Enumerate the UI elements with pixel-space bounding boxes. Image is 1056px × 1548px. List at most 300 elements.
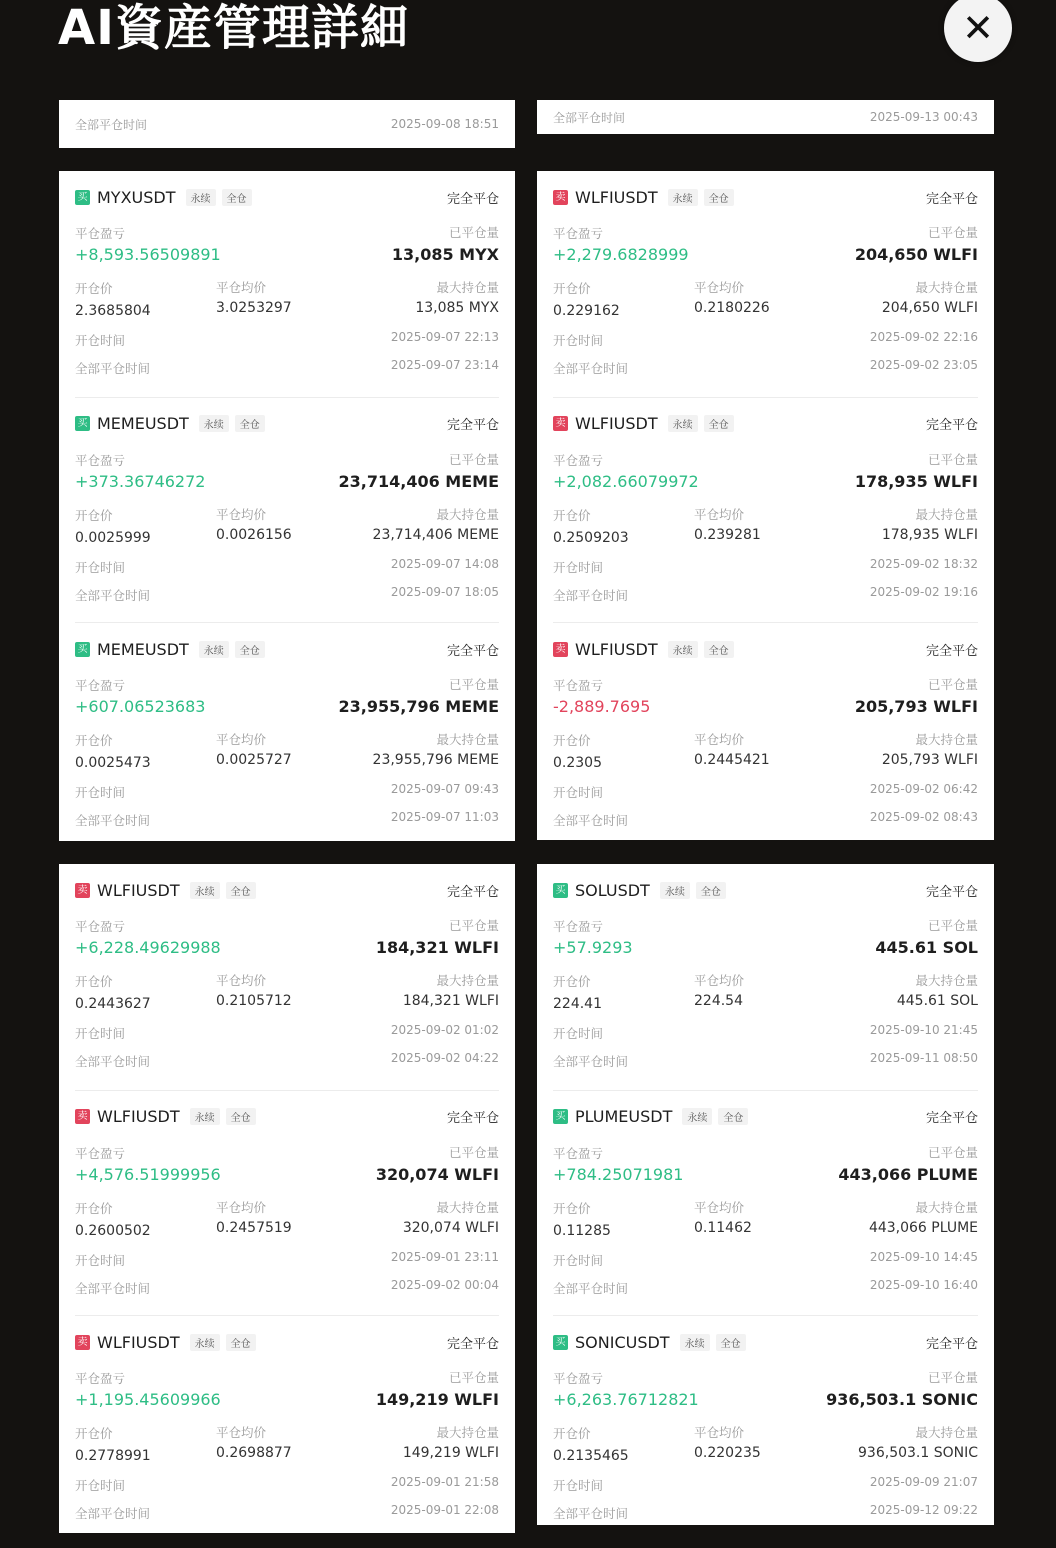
max-hold-label: 最大持仓量: [436, 280, 499, 295]
open-time-row: [75, 1250, 499, 1269]
status-label: 完全平仓: [925, 884, 978, 900]
symbol: MYXUSDT: [97, 187, 176, 207]
open-price-label: 开仓价: [75, 281, 113, 296]
price-label-row: [75, 1423, 499, 1442]
close-time-row: [75, 1503, 499, 1522]
perpetual-tag: 永续: [186, 189, 216, 206]
full-close-time-label: 全部平仓时间: [75, 1054, 151, 1069]
max-hold-value: 149,219 WLFI: [402, 1445, 499, 1461]
close-time-row: [75, 1051, 499, 1070]
cross-margin-tag: 全仓: [222, 189, 252, 206]
status-label: 完全平仓: [446, 191, 499, 207]
trade-header: [553, 414, 978, 434]
price-value-row: [553, 527, 978, 546]
full-close-time-label: 全部平仓时间: [75, 813, 151, 828]
max-hold-value: 184,321 WLFI: [402, 993, 499, 1009]
cross-margin-tag: 全仓: [235, 415, 265, 432]
pnl-value-row: [553, 245, 978, 264]
full-close-time-value: 2025-09-13 00:43: [869, 110, 978, 124]
open-time-label: 开仓时间: [553, 1026, 604, 1041]
open-time-value: 2025-09-07 14:08: [390, 556, 499, 571]
status-label: 完全平仓: [446, 884, 499, 900]
max-hold-value: 204,650 WLFI: [881, 300, 978, 316]
pnl-value: +2,279.6828999: [553, 245, 689, 264]
open-price-value: 0.2778991: [75, 1448, 151, 1464]
open-price-label: 开仓价: [553, 507, 591, 523]
trade-card[interactable]: [75, 622, 499, 847]
full-close-time-value: 2025-09-07 18:05: [390, 584, 499, 599]
open-time-value: 2025-09-01 21:58: [390, 1475, 499, 1489]
full-close-time-value: 2025-09-08 18:51: [390, 117, 499, 131]
max-hold-label: 最大持仓量: [436, 1199, 499, 1215]
close-button[interactable]: [944, 0, 1012, 62]
closed-qty-label: 已平仓量: [448, 1144, 499, 1160]
closed-qty-label: 已平仓量: [927, 451, 978, 467]
pnl-label: 平仓盈亏: [75, 1371, 126, 1386]
pnl-value-row: [553, 1165, 978, 1184]
open-time-value: 2025-09-10 21:45: [869, 1023, 978, 1037]
max-hold-label: 最大持仓量: [436, 732, 499, 747]
closed-qty-label: 已平仓量: [448, 677, 499, 692]
max-hold-value: 320,074 WLFI: [402, 1219, 499, 1236]
pnl-value-row: [553, 938, 978, 957]
close-time-row: [553, 1051, 978, 1070]
closed-qty-value: 320,074 WLFI: [375, 1164, 499, 1184]
trade-header: [553, 639, 978, 659]
price-label-row: [75, 971, 499, 990]
pnl-value: +6,228.49629988: [75, 938, 221, 957]
avg-close-value: 0.2457519: [216, 1219, 292, 1236]
open-time-row: [75, 782, 499, 801]
price-value-row: [553, 1445, 978, 1464]
max-hold-label: 最大持仓量: [915, 1199, 978, 1215]
cross-margin-tag: 全仓: [704, 189, 734, 206]
closed-qty-value: 936,503.1 SONIC: [826, 1390, 978, 1409]
pnl-value: +4,576.51999956: [75, 1164, 221, 1184]
full-close-time-value: 2025-09-07 11:03: [390, 810, 499, 824]
closed-qty-value: 205,793 WLFI: [854, 697, 978, 716]
buy-badge-icon: 买: [75, 642, 90, 657]
symbol: WLFIUSDT: [97, 1332, 180, 1352]
cross-margin-tag: 全仓: [704, 641, 734, 658]
symbol: MEMEUSDT: [97, 639, 189, 659]
pnl-label-row: [553, 675, 978, 694]
trade-card[interactable]: [553, 171, 978, 396]
max-hold-value: 445.61 SOL: [896, 993, 978, 1009]
open-price-value: 0.11285: [553, 1222, 611, 1239]
close-time-row: [553, 810, 978, 829]
price-value-row: [75, 300, 499, 319]
open-price-label: 开仓价: [553, 1426, 591, 1441]
pnl-value-row: [553, 697, 978, 716]
full-close-time-label: 全部平仓时间: [553, 1280, 629, 1296]
close-time-row: [75, 810, 499, 829]
cross-margin-tag: 全仓: [226, 1334, 256, 1351]
open-time-label: 开仓时间: [553, 785, 604, 800]
open-time-value: 2025-09-02 22:16: [869, 330, 978, 344]
pnl-label-row: [553, 450, 978, 469]
pnl-value-row: [75, 1165, 499, 1184]
open-price-value: 224.41: [553, 996, 602, 1012]
open-time-value: 2025-09-02 18:32: [869, 556, 978, 571]
perpetual-tag: 永续: [668, 189, 698, 206]
open-time-value: 2025-09-10 14:45: [869, 1249, 978, 1264]
price-label-row: [553, 1423, 978, 1442]
price-value-row: [75, 1445, 499, 1464]
open-time-label: 开仓时间: [75, 559, 126, 575]
pnl-label: 平仓盈亏: [553, 452, 604, 468]
pnl-label: 平仓盈亏: [75, 919, 126, 934]
open-price-value: 0.2305: [553, 755, 602, 771]
cross-margin-tag: 全仓: [226, 882, 256, 899]
full-close-time-value: 2025-09-12 09:22: [869, 1503, 978, 1517]
buy-badge-icon: 买: [75, 190, 90, 205]
open-price-label: 开仓价: [553, 1200, 591, 1216]
open-time-value: 2025-09-07 22:13: [390, 330, 499, 344]
price-label-row: [553, 730, 978, 749]
max-hold-label: 最大持仓量: [436, 1425, 499, 1440]
open-price-value: 0.2135465: [553, 1448, 629, 1464]
symbol: SONICUSDT: [575, 1332, 670, 1352]
price-value-row: [75, 527, 499, 546]
trade-card[interactable]: [75, 864, 499, 1089]
open-time-row: [553, 1250, 978, 1269]
full-close-time-value: 2025-09-07 23:14: [390, 358, 499, 372]
avg-close-label: 平仓均价: [216, 732, 267, 747]
pnl-value-row: [75, 245, 499, 264]
open-time-row: [553, 557, 978, 576]
full-close-time-label: 全部平仓时间: [75, 1280, 151, 1296]
pnl-value-row: [75, 1390, 499, 1409]
max-hold-label: 最大持仓量: [915, 506, 978, 522]
perpetual-tag: 永续: [190, 1108, 220, 1125]
cross-margin-tag: 全仓: [704, 415, 734, 432]
full-close-time-label: 全部平仓时间: [553, 110, 626, 125]
avg-close-label: 平仓均价: [694, 506, 745, 522]
max-hold-label: 最大持仓量: [915, 1425, 978, 1440]
trade-card[interactable]: [75, 1315, 499, 1540]
max-hold-value: 23,714,406 MEME: [372, 526, 499, 543]
open-price-value: 0.2600502: [75, 1222, 151, 1239]
trade-card[interactable]: [75, 397, 499, 622]
trade-header: [553, 1332, 978, 1352]
open-time-label: 开仓时间: [553, 559, 604, 575]
max-hold-value: 936,503.1 SONIC: [858, 1445, 978, 1461]
open-time-row: [553, 330, 978, 349]
status-label: 完全平仓: [925, 643, 978, 659]
open-price-label: 开仓价: [553, 733, 591, 748]
close-icon: ✕: [962, 6, 994, 50]
sell-badge-icon: 卖: [75, 883, 90, 898]
buy-badge-icon: 买: [553, 1109, 568, 1124]
open-price-value: 2.3685804: [75, 303, 151, 319]
perpetual-tag: 永续: [190, 882, 220, 899]
open-time-row: [553, 782, 978, 801]
open-time-row: [75, 330, 499, 349]
pnl-label: 平仓盈亏: [553, 919, 604, 934]
trade-header: [75, 1332, 499, 1352]
pnl-label-row: [553, 223, 978, 242]
max-hold-label: 最大持仓量: [915, 973, 978, 988]
avg-close-label: 平仓均价: [216, 506, 267, 522]
open-price-label: 开仓价: [75, 974, 113, 989]
avg-close-label: 平仓均价: [694, 732, 745, 747]
pnl-value-row: [553, 472, 978, 491]
open-time-row: [553, 1023, 978, 1042]
open-price-value: 0.229162: [553, 303, 620, 319]
close-time-row: [553, 1503, 978, 1522]
close-time-row: [553, 585, 978, 604]
full-close-time-value: 2025-09-11 08:50: [869, 1051, 978, 1065]
max-hold-label: 最大持仓量: [436, 506, 499, 522]
max-hold-value: 205,793 WLFI: [881, 752, 978, 768]
closed-qty-value: 184,321 WLFI: [375, 938, 499, 957]
full-close-time-label: 全部平仓时间: [553, 587, 629, 603]
trade-header: [75, 880, 499, 900]
close-time-row: [75, 358, 499, 377]
avg-close-label: 平仓均价: [216, 1425, 267, 1440]
closed-qty-value: 23,955,796 MEME: [338, 697, 499, 716]
open-time-label: 开仓时间: [75, 333, 126, 348]
status-label: 完全平仓: [446, 1336, 499, 1352]
cross-margin-tag: 全仓: [235, 641, 265, 658]
closed-qty-label: 已平仓量: [927, 1370, 978, 1385]
status-label: 完全平仓: [925, 1336, 978, 1352]
price-value-row: [553, 300, 978, 319]
price-label-row: [553, 278, 978, 297]
pnl-label: 平仓盈亏: [75, 452, 126, 468]
pnl-value-row: [75, 697, 499, 716]
partial-trade-strip: [59, 100, 515, 148]
cross-margin-tag: 全仓: [718, 1108, 748, 1125]
max-hold-label: 最大持仓量: [915, 280, 978, 295]
full-close-time-label: 全部平仓时间: [75, 117, 148, 132]
pnl-label-row: [75, 1143, 499, 1162]
avg-close-label: 平仓均价: [694, 1425, 745, 1440]
trade-header: [75, 639, 499, 659]
closed-qty-label: 已平仓量: [927, 225, 978, 240]
cross-margin-tag: 全仓: [696, 882, 726, 899]
open-time-label: 开仓时间: [553, 1252, 604, 1268]
status-label: 完全平仓: [446, 1111, 499, 1126]
open-price-label: 开仓价: [553, 281, 591, 296]
symbol: WLFIUSDT: [97, 1107, 180, 1126]
price-value-row: [75, 752, 499, 771]
closed-qty-label: 已平仓量: [927, 677, 978, 692]
perpetual-tag: 永续: [199, 641, 229, 658]
trade-card[interactable]: [553, 622, 978, 847]
status-label: 完全平仓: [925, 191, 978, 207]
cross-margin-tag: 全仓: [226, 1108, 256, 1125]
open-time-label: 开仓时间: [75, 785, 126, 800]
perpetual-tag: 永续: [668, 415, 698, 432]
symbol: PLUMEUSDT: [575, 1107, 673, 1126]
avg-close-value: 0.2105712: [216, 993, 292, 1009]
perpetual-tag: 永续: [668, 641, 698, 658]
sell-badge-icon: 卖: [553, 642, 568, 657]
avg-close-value: 0.2180226: [694, 300, 770, 316]
pnl-value: +1,195.45609966: [75, 1390, 221, 1409]
close-time-row: [75, 585, 499, 604]
symbol: WLFIUSDT: [97, 880, 180, 900]
full-close-time-label: 全部平仓时间: [553, 813, 629, 828]
symbol: MEMEUSDT: [97, 414, 189, 433]
price-value-row: [75, 993, 499, 1012]
trade-header: [75, 1107, 499, 1127]
closed-qty-label: 已平仓量: [448, 451, 499, 467]
buy-badge-icon: 买: [75, 416, 90, 431]
pnl-label: 平仓盈亏: [553, 1145, 604, 1161]
pnl-label-row: [75, 916, 499, 935]
trade-header: [75, 187, 499, 207]
perpetual-tag: 永续: [190, 1334, 220, 1351]
pnl-value: +57.9293: [553, 938, 633, 957]
price-value-row: [553, 752, 978, 771]
open-time-value: 2025-09-02 01:02: [390, 1023, 499, 1037]
pnl-value: +2,082.66079972: [553, 471, 699, 491]
full-close-time-label: 全部平仓时间: [553, 1054, 629, 1069]
price-label-row: [75, 505, 499, 524]
trade-card[interactable]: [75, 1090, 499, 1315]
pnl-label-row: [553, 1368, 978, 1387]
symbol: SOLUSDT: [575, 880, 650, 900]
pnl-value-row: [75, 472, 499, 491]
pnl-label-row: [75, 223, 499, 242]
price-label-row: [75, 730, 499, 749]
open-time-value: 2025-09-02 06:42: [869, 782, 978, 796]
open-price-value: 0.0025999: [75, 529, 151, 546]
open-time-label: 开仓时间: [75, 1026, 126, 1041]
full-close-time-label: 全部平仓时间: [75, 361, 151, 376]
closed-qty-value: 178,935 WLFI: [854, 471, 978, 491]
open-price-label: 开仓价: [553, 974, 591, 989]
max-hold-value: 443,066 PLUME: [868, 1219, 978, 1236]
open-time-label: 开仓时间: [553, 1478, 604, 1493]
max-hold-value: 23,955,796 MEME: [372, 752, 499, 768]
open-time-row: [553, 1475, 978, 1494]
pnl-label-row: [75, 675, 499, 694]
trade-header: [553, 880, 978, 900]
full-close-time-label: 全部平仓时间: [553, 1506, 629, 1521]
price-label-row: [75, 1198, 499, 1217]
open-time-row: [75, 557, 499, 576]
trade-header: [75, 414, 499, 434]
pnl-value-row: [553, 1390, 978, 1409]
avg-close-label: 平仓均价: [694, 1199, 745, 1215]
open-time-label: 开仓时间: [75, 1252, 126, 1268]
avg-close-value: 224.54: [694, 993, 743, 1009]
closed-qty-label: 已平仓量: [448, 1370, 499, 1385]
trade-card[interactable]: [553, 397, 978, 622]
pnl-label-row: [553, 916, 978, 935]
perpetual-tag: 永续: [680, 1334, 710, 1351]
open-price-label: 开仓价: [75, 507, 113, 523]
open-time-row: [75, 1475, 499, 1494]
closed-qty-value: 23,714,406 MEME: [338, 471, 499, 491]
status-label: 完全平仓: [446, 418, 499, 433]
avg-close-value: 0.11462: [694, 1219, 752, 1236]
partial-trade-strip: [537, 100, 994, 134]
closed-qty-value: 204,650 WLFI: [854, 245, 978, 264]
perpetual-tag: 永续: [199, 415, 229, 432]
cross-margin-tag: 全仓: [716, 1334, 746, 1351]
price-label-row: [75, 278, 499, 297]
status-label: 完全平仓: [925, 418, 978, 433]
pnl-label: 平仓盈亏: [75, 1145, 126, 1161]
avg-close-value: 0.2698877: [216, 1445, 292, 1461]
perpetual-tag: 永续: [660, 882, 690, 899]
pnl-label: 平仓盈亏: [75, 226, 126, 241]
pnl-value: +607.06523683: [75, 697, 206, 716]
open-time-value: 2025-09-01 23:11: [390, 1249, 499, 1264]
trade-card[interactable]: [75, 171, 499, 396]
closed-qty-value: 149,219 WLFI: [375, 1390, 499, 1409]
open-time-label: 开仓时间: [553, 333, 604, 348]
buy-badge-icon: 买: [553, 1335, 568, 1350]
symbol: WLFIUSDT: [575, 639, 658, 659]
full-close-time-label: 全部平仓时间: [553, 361, 629, 376]
close-time-row: [75, 1278, 499, 1297]
price-label-row: [553, 971, 978, 990]
trade-card[interactable]: [553, 864, 978, 1089]
full-close-time-value: 2025-09-02 19:16: [869, 584, 978, 599]
avg-close-value: 0.220235: [694, 1445, 761, 1461]
avg-close-label: 平仓均价: [694, 280, 745, 295]
close-time-row: [553, 1278, 978, 1297]
full-close-time-value: 2025-09-10 16:40: [869, 1277, 978, 1292]
closed-qty-value: 443,066 PLUME: [838, 1164, 978, 1184]
sell-badge-icon: 卖: [75, 1335, 90, 1350]
trade-panel: [537, 171, 994, 840]
closed-qty-label: 已平仓量: [448, 918, 499, 933]
max-hold-label: 最大持仓量: [915, 732, 978, 747]
full-close-time-value: 2025-09-02 00:04: [390, 1277, 499, 1292]
avg-close-label: 平仓均价: [216, 973, 267, 988]
trade-card[interactable]: [553, 1315, 978, 1540]
avg-close-value: 0.0025727: [216, 752, 292, 768]
open-time-value: 2025-09-09 21:07: [869, 1475, 978, 1489]
avg-close-value: 0.2445421: [694, 752, 770, 768]
open-time-value: 2025-09-07 09:43: [390, 782, 499, 796]
trade-header: [553, 1107, 978, 1127]
open-price-value: 0.2509203: [553, 529, 629, 546]
avg-close-value: 3.0253297: [216, 300, 292, 316]
closed-qty-value: 445.61 SOL: [875, 938, 978, 957]
symbol: WLFIUSDT: [575, 414, 658, 433]
avg-close-value: 0.0026156: [216, 526, 292, 543]
pnl-label: 平仓盈亏: [75, 678, 126, 693]
pnl-value: +8,593.56509891: [75, 245, 221, 264]
pnl-label-row: [553, 1143, 978, 1162]
pnl-label: 平仓盈亏: [553, 1371, 604, 1386]
trade-card[interactable]: [553, 1090, 978, 1315]
sell-badge-icon: 卖: [553, 190, 568, 205]
price-value-row: [553, 993, 978, 1012]
price-label-row: [553, 505, 978, 524]
price-value-row: [553, 1220, 978, 1239]
max-hold-label: 最大持仓量: [436, 973, 499, 988]
trade-panel: [59, 171, 515, 841]
full-close-time-value: 2025-09-02 23:05: [869, 358, 978, 372]
pnl-label-row: [75, 1368, 499, 1387]
open-price-value: 0.2443627: [75, 996, 151, 1012]
page-title: AI資産管理詳細: [58, 0, 410, 56]
pnl-value: +784.25071981: [553, 1164, 684, 1184]
max-hold-value: 13,085 MYX: [415, 300, 499, 316]
pnl-value: +373.36746272: [75, 471, 206, 491]
pnl-value: +6,263.76712821: [553, 1390, 699, 1409]
full-close-time-value: 2025-09-02 04:22: [390, 1051, 499, 1065]
